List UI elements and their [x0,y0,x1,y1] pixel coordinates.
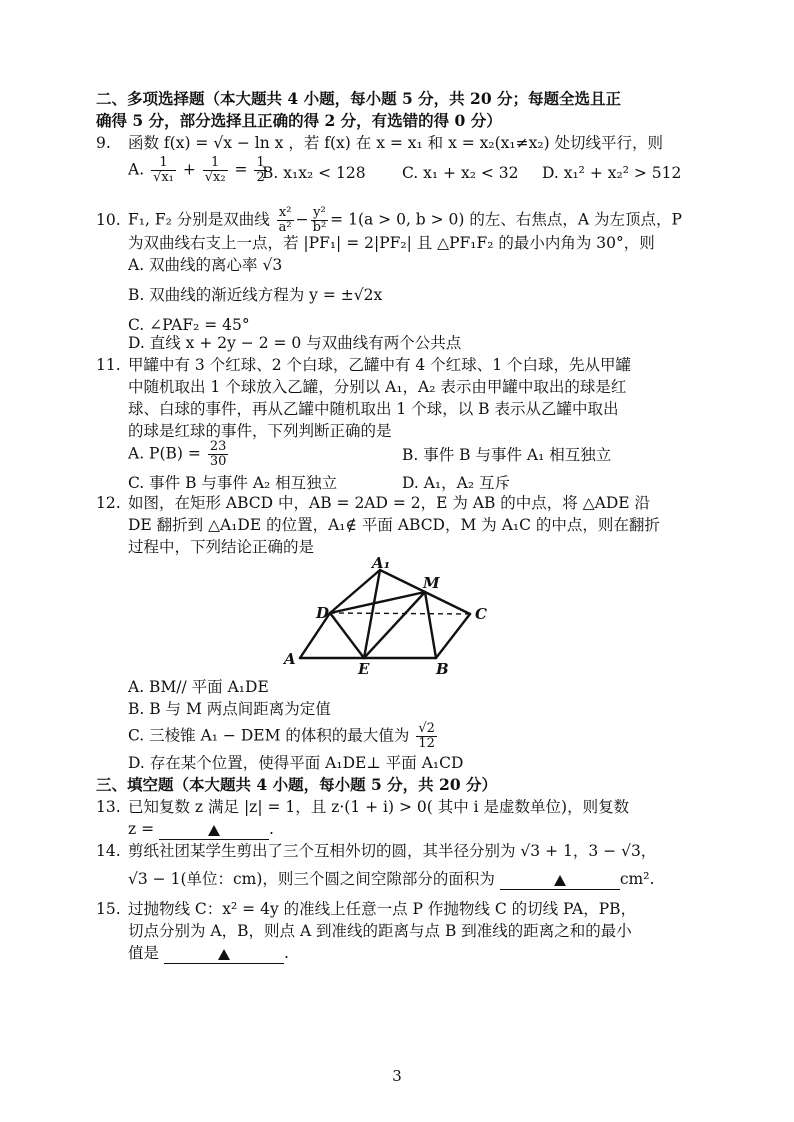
section-2-header: 二、多项选择题（本大题共 4 小题，每小题 5 分，共 20 分；每题全选且正 [96,89,622,108]
q10-option-b: B. 双曲线的渐近线方程为 y = ±√2x [128,286,383,304]
q14-stem-1: 14. 剪纸社团某学生剪出了三个互相外切的圆，其半径分别为 √3 + 1，3 − √3， [96,842,657,860]
q10-option-d: D. 直线 x + 2y − 2 = 0 与双曲线有两个公共点 [128,334,462,352]
q9-option-a: A. $\frac{1}{\text{√x₁}}$ + $\frac{1}{\text{√x₂}}$ = $\frac{1}{2}$ [128,155,265,185]
q11-option-a: A. P(B) = $\frac{23}{30}$ [128,439,227,469]
q12-stem-1: 12. 如图，在矩形 ABCD 中，AB = 2AD = 2，E 为 AB 的中点，将 △ADE 沿 [96,494,651,512]
q9-number: 9. [96,134,111,152]
edge-mb [425,592,436,658]
q11-stem-1: 11. 甲罐中有 3 个红球、2 个白球，乙罐中有 4 个红球、1 个白球，先从甲罐 [96,356,632,374]
q12-stem-2: DE 翻折到 △A₁DE 的位置，A₁∉ 平面 ABCD，M 为 A₁C 的中点，则在翻折 [128,516,660,534]
q11-stem-3: 球、白球的事件，再从乙罐中随机取出 1 个球，以 B 表示从乙罐中取出 [128,400,619,418]
q13-stem-1: 13. 已知复数 z 满足 |z| = 1，且 z·(1 + i) > 0( 其中 i 是虚数单位)，则复数 [96,798,630,816]
triangle-icon [218,949,230,960]
q10-stem-1: 10. F₁, F₂ 分别是双曲线 $\frac{\text{x²}}{\text{a²}}$ − $\frac{\text{y²}}{\text{b²}}$ = 1(a > 0, b > 0) 的左、右焦点，A 为左顶点，P [96,205,682,235]
edge-dm [330,592,425,613]
q14-stem-2: √3 − 1(单位：cm)，则三个圆之间空隙部分的面积为 cm². [128,870,655,888]
q10-stem-2: 为双曲线右支上一点，若 |PF₁| = 2|PF₂| 且 △PF₁F₂ 的最小内角为 30°，则 [128,234,655,252]
q15-stem-2: 切点分别为 A，B，则点 A 到准线的距离与点 B 到准线的距离之和的最小 [128,922,632,940]
label-a1: A₁ [372,556,391,572]
q14-answer-blank[interactable] [500,873,620,890]
q11-option-d: D. A₁，A₂ 互斥 [402,474,510,492]
q11-stem-4: 的球是红球的事件，下列判断正确的是 [128,422,392,440]
edge-bc [436,614,470,658]
q11-stem-2: 中随机取出 1 个球放入乙罐，分别以 A₁，A₂ 表示由甲罐中取出的球是红 [128,378,627,396]
triangle-icon [208,825,220,836]
q12-figure [0,556,794,676]
label-c: C [475,605,487,623]
q11-number: 11. [96,356,121,374]
q12-option-d: D. 存在某个位置，使得平面 A₁DE⊥ 平面 A₁CD [128,754,464,772]
label-e: E [358,660,370,676]
q10-option-a: A. 双曲线的离心率 √3 [128,256,283,274]
triangle-icon [554,875,566,886]
q15-answer-blank[interactable] [164,947,284,964]
label-a: A [284,650,296,668]
section-2-header-cont: 确得 5 分，部分选择且正确的得 2 分，有选错的得 0 分） [96,111,502,130]
q15-stem-1: 15. 过抛物线 C：x² = 4y 的准线上任意一点 P 作抛物线 C 的切线 PA，PB， [96,900,637,918]
q10-number: 10. [96,210,121,229]
label-d: D [316,604,330,622]
q12-number: 12. [96,494,121,512]
q14-number: 14. [96,842,121,860]
q10-option-c: C. ∠PAF₂ = 45° [128,316,250,334]
q13-answer-blank[interactable] [159,823,269,840]
q9-stem [96,132,663,154]
page-number: 3 [392,1067,402,1085]
q12-option-a: A. BM// 平面 A₁DE [128,678,269,696]
q9-text: 函数 f(x) = √x − ln x ，若 f(x) 在 x = x₁ 和 x = x₂(x₁≠x₂) 处切线平行，则 [128,134,664,152]
q9-option-c: C. x₁ + x₂ < 32 [402,164,519,182]
q12-stem-3: 过程中，下列结论正确的是 [128,538,315,556]
label-m: M [423,574,440,592]
q13-stem-2: z = . [128,820,274,838]
edge-de [330,613,364,658]
label-b: B [436,660,449,676]
section-3-header: 三、填空题（本大题共 4 小题，每小题 5 分，共 20 分） [96,775,498,794]
q9-option-b: B. x₁x₂ < 128 [262,164,366,182]
q12-option-b: B. B 与 M 两点间距离为定值 [128,700,331,718]
q11-option-b: B. 事件 B 与事件 A₁ 相互独立 [402,446,612,464]
edge-dc-hidden [330,613,470,614]
q12-option-c: C. 三棱锥 A₁ − DEM 的体积的最大值为 $\frac{√2}{12}$ [128,721,435,751]
q15-stem-3: 值是 . [128,944,289,962]
q11-option-c: C. 事件 B 与事件 A₂ 相互独立 [128,474,338,492]
q15-number: 15. [96,900,121,918]
q13-number: 13. [96,798,121,816]
q9-option-d: D. x₁² + x₂² > 512 [542,164,682,182]
